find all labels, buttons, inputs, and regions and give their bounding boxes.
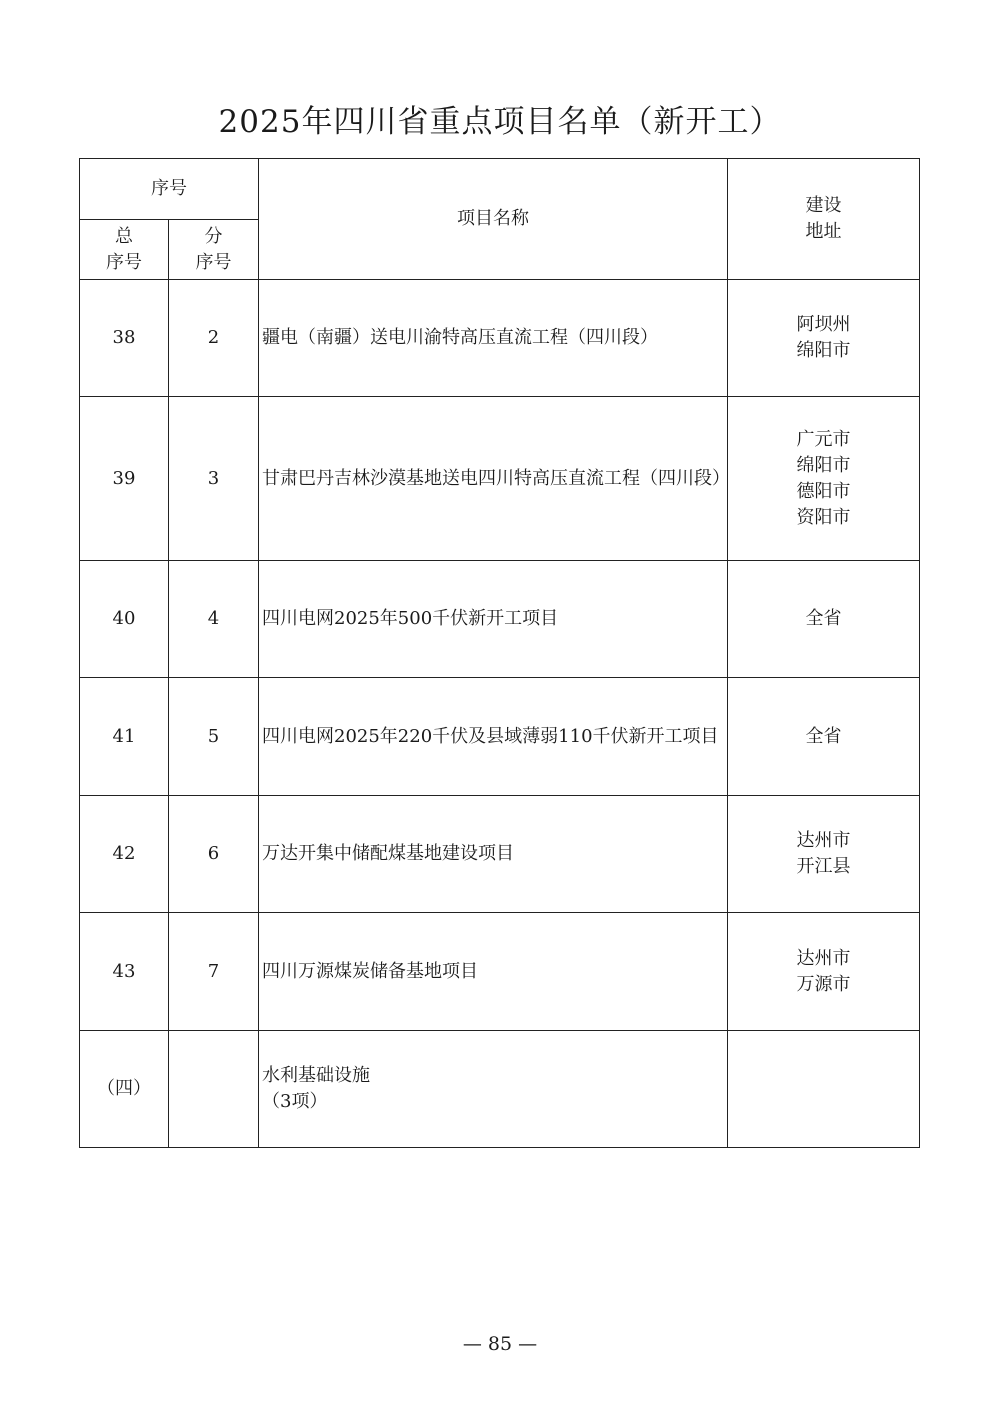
total-seq-cell: 41 — [80, 678, 169, 796]
sub-seq-cell: 7 — [169, 913, 259, 1031]
header-seq: 序号 — [80, 159, 259, 220]
location-line: 德阳市 — [796, 480, 851, 502]
category-name-line: （3项） — [262, 1091, 328, 1112]
page-number: — 85 — — [462, 1333, 538, 1355]
page-title: 2025年四川省重点项目名单（新开工） — [218, 104, 782, 140]
category-location — [728, 1031, 920, 1148]
header-project-name: 项目名称 — [259, 159, 728, 280]
project-name-cell: 甘肃巴丹吉林沙漠基地送电四川特高压直流工程（四川段） — [259, 397, 728, 561]
sub-seq-cell: 6 — [169, 796, 259, 913]
category-name-line: 水利基础设施 — [262, 1065, 370, 1086]
category-total-seq: （四） — [80, 1031, 169, 1148]
location-line: 达州市 — [796, 947, 851, 969]
total-seq-cell: 38 — [80, 280, 169, 397]
sub-seq-cell: 4 — [169, 561, 259, 678]
location-line: 万源市 — [796, 973, 851, 995]
location-line: 达州市 — [796, 830, 851, 851]
location-line: 开江县 — [796, 856, 851, 877]
location-line: 全省 — [805, 725, 842, 747]
project-name-cell: 四川电网2025年220千伏及县域薄弱110千伏新开工项目 — [259, 678, 728, 796]
table-row — [80, 561, 920, 678]
sub-seq-cell: 2 — [169, 280, 259, 397]
total-seq-cell: 40 — [80, 561, 169, 678]
location-cell — [728, 678, 920, 796]
location-cell — [728, 397, 920, 561]
header-location — [728, 159, 920, 280]
location-cell — [728, 796, 920, 913]
total-seq-cell: 42 — [80, 796, 169, 913]
project-rows — [80, 280, 920, 1031]
location-line: 广元市 — [796, 428, 851, 450]
location-line: 绵阳市 — [796, 454, 851, 476]
table-row — [80, 796, 920, 913]
header-total-seq-line: 总 — [115, 225, 133, 247]
location-cell — [728, 561, 920, 678]
location-line: 绵阳市 — [796, 340, 851, 361]
location-cell — [728, 913, 920, 1031]
project-name-cell: 四川万源煤炭储备基地项目 — [259, 913, 728, 1031]
table-row — [80, 280, 920, 397]
table-row — [80, 678, 920, 796]
project-name-cell: 万达开集中储配煤基地建设项目 — [259, 796, 728, 913]
header-total-seq-line: 序号 — [106, 251, 142, 273]
table-row — [80, 397, 920, 561]
location-cell — [728, 280, 920, 397]
category-row — [80, 1031, 920, 1148]
location-line: 阿坝州 — [796, 314, 851, 335]
total-seq-cell: 39 — [80, 397, 169, 561]
project-name-cell: 四川电网2025年500千伏新开工项目 — [259, 561, 728, 678]
table-header-row — [80, 159, 920, 220]
table-row — [80, 913, 920, 1031]
header-sub-seq — [169, 220, 259, 280]
header-total-seq — [80, 220, 169, 280]
header-sub-seq-line: 序号 — [195, 251, 232, 273]
location-line: 资阳市 — [796, 506, 851, 528]
total-seq-cell: 43 — [80, 913, 169, 1031]
category-sub-seq — [169, 1031, 259, 1148]
location-line: 全省 — [805, 608, 842, 629]
project-table — [79, 158, 920, 1148]
header-location-line: 地址 — [805, 221, 842, 242]
project-name-cell: 疆电（南疆）送电川渝特高压直流工程（四川段） — [259, 280, 728, 397]
header-location-line: 建设 — [805, 195, 842, 216]
category-name — [259, 1031, 728, 1148]
header-sub-seq-line: 分 — [204, 225, 223, 247]
sub-seq-cell: 3 — [169, 397, 259, 561]
sub-seq-cell: 5 — [169, 678, 259, 796]
